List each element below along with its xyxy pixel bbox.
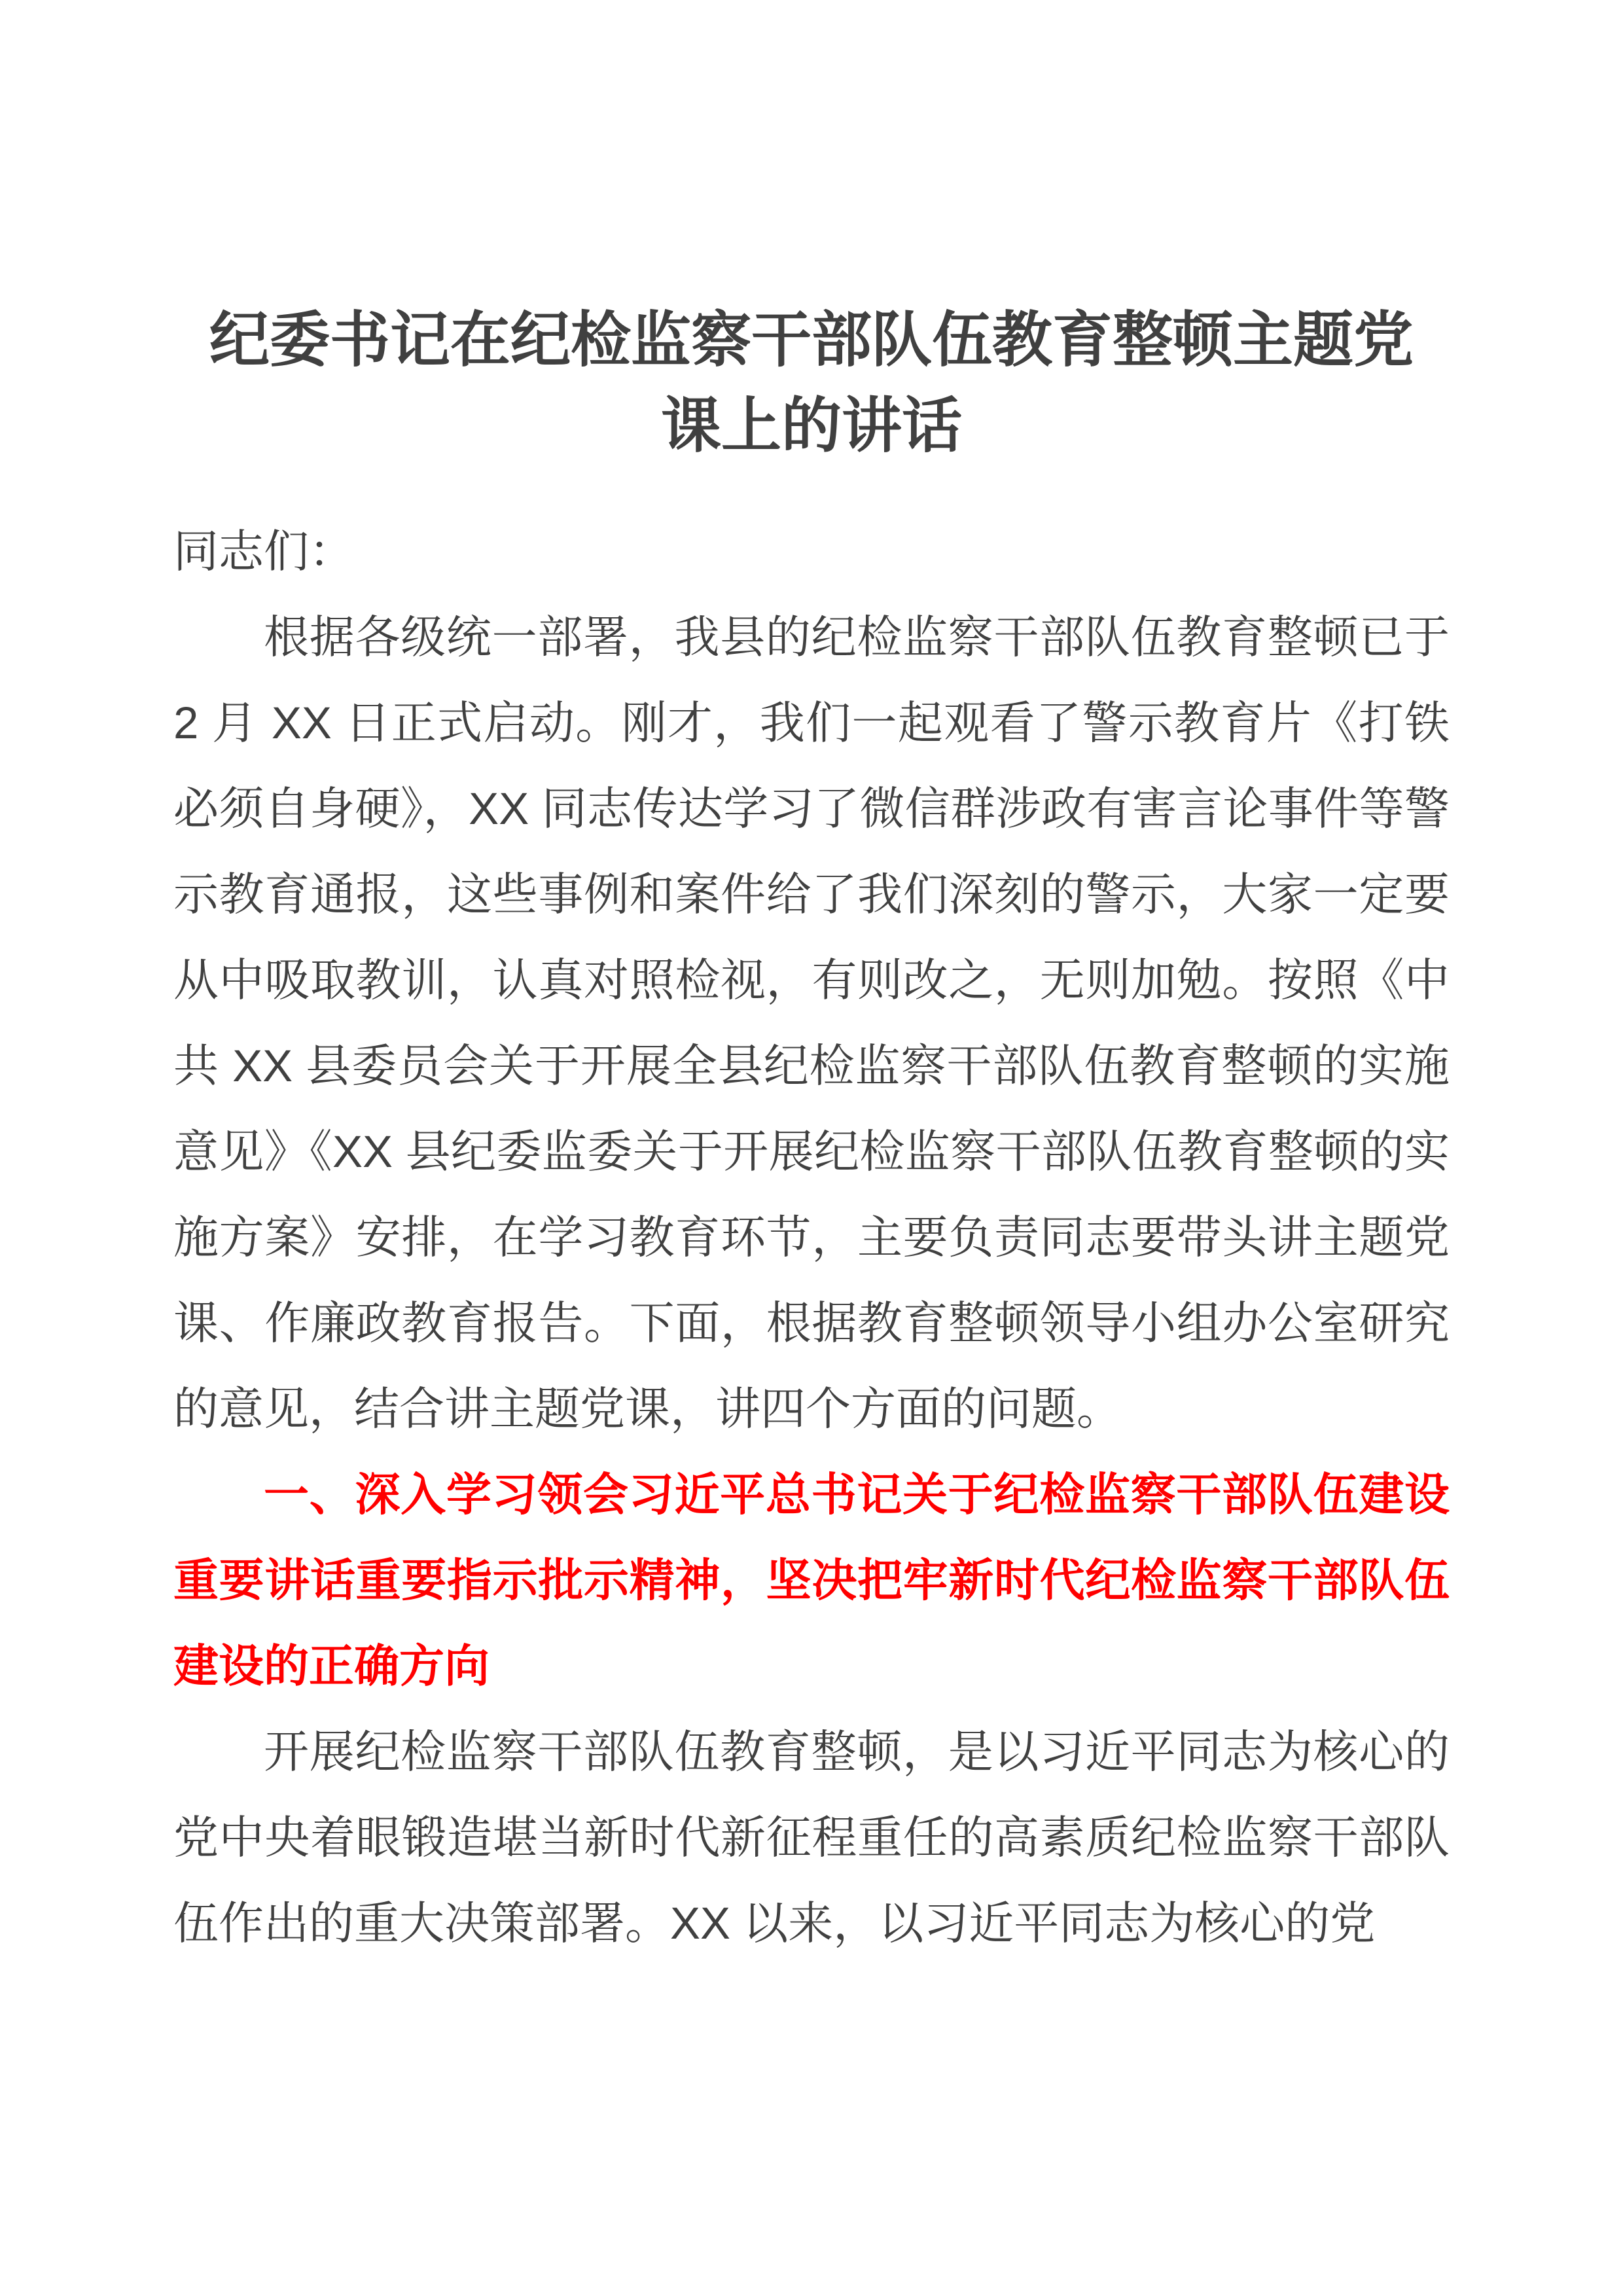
paragraph-intro: 根据各级统一部署，我县的纪检监察干部队伍教育整顿已于 2 月 XX 日正式启动。刚才，我们一起观看了警示教育片《打铁必须自身硬》，XX 同志传达学习了微信群涉政有害言论事件等警示教育通报，这些事例和案件给了我们深刻的警示，大家一定要从中吸取教训，认真对照检视，有则改之，无则加勉。按照《中共 XX 县委员会关于开展全县纪检监察干部队伍教育整顿的实施意见》《XX 县纪委监委关于开展纪检监察干部队伍教育整顿的实施方案》安排，在学习教育环节，主要负责同志要带头讲主题党课、作廉政教育报告。下面，根据教育整顿领导小组办公室研究的意见，结合讲主题党课，讲四个方面的问题。 [173,612,1450,1434]
document-title: 纪委书记在纪检监察干部队伍教育整顿主题党课上的讲话 [209,307,1414,459]
paragraph-section-one: 开展纪检监察干部队伍教育整顿，是以习近平同志为核心的党中央着眼锻造堪当新时代新征程重任的高素质纪检监察干部队伍作出的重大决策部署。XX 以来，以习近平同志为核心的党 [173,1727,1450,1948]
salutation: 同志们： [173,526,354,577]
section-one-heading: 一、深入学习领会习近平总书记关于纪检监察干部队伍建设重要讲话重要指示批示精神，坚决把牢新时代纪检监察干部队伍建设的正确方向 [173,1469,1450,1691]
